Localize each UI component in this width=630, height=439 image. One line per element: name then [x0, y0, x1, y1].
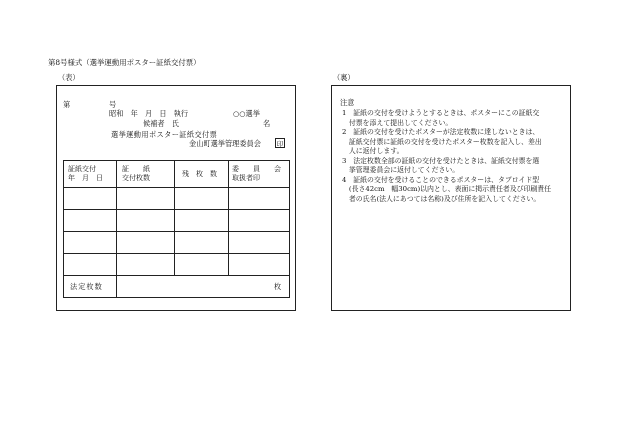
back-card [331, 85, 571, 311]
issuance-table [63, 160, 290, 276]
header-committee-handler [232, 165, 281, 183]
candidate-name-suffix: 名 [263, 119, 271, 128]
number-suffix: 号 [109, 100, 117, 109]
number-prefix: 第 [63, 100, 71, 109]
note-line: 付票を添えて提出してください。 [342, 118, 453, 127]
note-line: 2 証紙の交付を受けたポスターが法定枚数に達しないときは、 [342, 128, 540, 136]
header-line: 委 員 会 [232, 165, 281, 173]
header-line: 年 月 日 [68, 174, 103, 182]
header-line: 残 枚 数 [182, 170, 217, 178]
back-side-label: （裏） [333, 73, 355, 82]
note-line: 4 証紙の交付を受けることのできるポスターは、タブロイド型 [342, 175, 540, 184]
header-issued-count [122, 165, 150, 183]
front-card [56, 85, 296, 311]
header-line: 交付枚数 [122, 174, 150, 182]
legal-quota-label: 法定枚数 [70, 282, 103, 291]
notes-title: 注意 [340, 98, 355, 107]
header-line: 証紙交付 [68, 165, 96, 173]
note-line: 3 法定枚数全部の証紙の交付を受けたときは、証紙交付票を選 [342, 156, 540, 165]
note-line: 人に返付します。 [342, 147, 404, 155]
candidate-name-label: 候補者 氏 [143, 119, 179, 128]
voucher-title: 選挙運動用ポスター証紙交付票 [111, 130, 218, 139]
committee-name: 金山町選挙管理委員会 [189, 139, 261, 148]
election-name: ○○選挙 [233, 109, 260, 118]
seal-stamp: 印 [276, 140, 284, 148]
table-row[interactable] [64, 210, 289, 231]
table-row[interactable] [64, 188, 289, 209]
legal-quota-unit: 枚 [274, 282, 282, 291]
note-line: 証紙交付票に証紙の交付を受けたポスター枚数を記入し、差出 [342, 137, 542, 146]
header-line: 証 紙 [122, 165, 150, 173]
note-line: 者の氏名(法人にあつては名称)及び住所を記入してください。 [342, 194, 541, 203]
header-line: 取扱者印 [232, 174, 260, 182]
legal-quota-field[interactable] [118, 277, 268, 296]
note-line: 1 証紙の交付を受けようとするときは、ポスターにこの証紙交 [342, 109, 540, 117]
header-remaining [182, 170, 217, 179]
legal-quota-row [63, 276, 290, 298]
header-issue-date [68, 165, 103, 183]
front-side-label: （表） [58, 73, 80, 82]
form-title: 第8号様式（選挙運動用ポスター証紙交付票） [48, 58, 201, 67]
table-row[interactable] [64, 254, 289, 275]
table-row[interactable] [64, 232, 289, 253]
election-date-line: 昭和 年 月 日 執行 [109, 109, 189, 118]
note-line: (長さ42cm 幅30cm)以内とし、表面に掲示責任者及び印刷責任 [342, 185, 552, 193]
table-col-divider [116, 276, 117, 297]
note-line: 挙管理委員会に返付してください。 [342, 166, 460, 174]
